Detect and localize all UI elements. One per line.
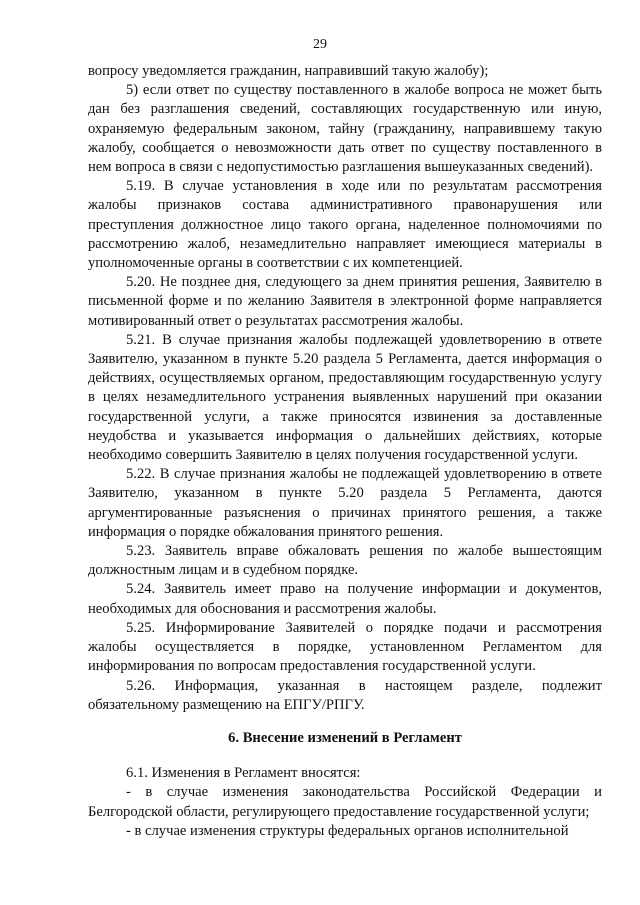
paragraph-5-21: 5.21. В случае признания жалобы подлежащей удовлетворению в ответе Заявителю, указанном в пункте 5.20 раздела 5 Регламента, дается информация о действиях, осуществляемых органом, предоставляющим государственную услугу в целях незамедлительного устранения выявленных нарушений при оказании государственной услуги, а также приносятся извинения за доставленные неудобства и указывается информация о дальнейших действиях, которые необходимо совершить Заявителю в целях получения государственной услуги. (88, 331, 602, 464)
list-item-structure-change: - в случае изменения структуры федеральных органов исполнительной (126, 822, 569, 839)
paragraph-5-20: 5.20. Не позднее дня, следующего за днем принятия решения, Заявителю в письменной форме и по желанию Заявителя в электронной форме направляется мотивированный ответ о результатах рассмотрения жалобы. (88, 274, 602, 329)
paragraph-5-24: 5.24. Заявитель имеет право на получение информации и документов, необходимых для обоснования и рассмотрения жалобы. (88, 581, 602, 617)
paragraph-5-22: 5.22. В случае признания жалобы не подлежащей удовлетворению в ответе Заявителю, указанном в пункте 5.20 раздела 5 Регламента, даются аргументированные разъяснения о причинах принятого решения, а также информация о порядке обжалования принятого решения. (88, 466, 602, 540)
page-number: 29 (313, 37, 327, 52)
paragraph-continuation: вопросу уведомляется гражданин, направивший такую жалобу); (88, 63, 489, 79)
paragraph-item-5: 5) если ответ по существу поставленного в жалобе вопроса не может быть дан без разглашения сведений, составляющих государственную или иную, охраняемую федеральным законом, тайну (гражданину, направившему такую жалобу, сообщается о невозможности дать ответ по существу поставленного в нем вопроса в связи с недопустимостью разглашения вышеуказанных сведений). (88, 82, 602, 176)
document-body (88, 62, 602, 841)
paragraph-5-25: 5.25. Информирование Заявителей о порядке подачи и рассмотрения жалобы осуществляется в порядке, установленном Регламентом для информирования по вопросам предоставления государственной услуги. (88, 619, 602, 675)
section-heading: 6. Внесение изменений в Регламент (228, 729, 462, 746)
paragraph-5-19: 5.19. В случае установления в ходе или по результатам рассмотрения жалобы признаков состава административного правонарушения или преступления должностное лицо такого органа, наделенное полномочиями по рассмотрению жалоб, незамедлительно направляет имеющиеся материалы в уполномоченные органы в соответствии с их компетенцией. (88, 178, 602, 272)
paragraph-6-1: 6.1. Изменения в Регламент вносятся: (126, 765, 361, 782)
list-item-legislation-change: - в случае изменения законодательства Российской Федерации и Белгородской области, регулирующего предоставление государственной услуги; (88, 784, 602, 820)
paragraph-5-26: 5.26. Информация, указанная в настоящем разделе, подлежит обязательному размещению на ЕПГУ/РПГУ. (88, 677, 602, 713)
paragraph-5-23: 5.23. Заявитель вправе обжаловать решения по жалобе вышестоящим должностным лицам и в судебном порядке. (88, 543, 602, 579)
